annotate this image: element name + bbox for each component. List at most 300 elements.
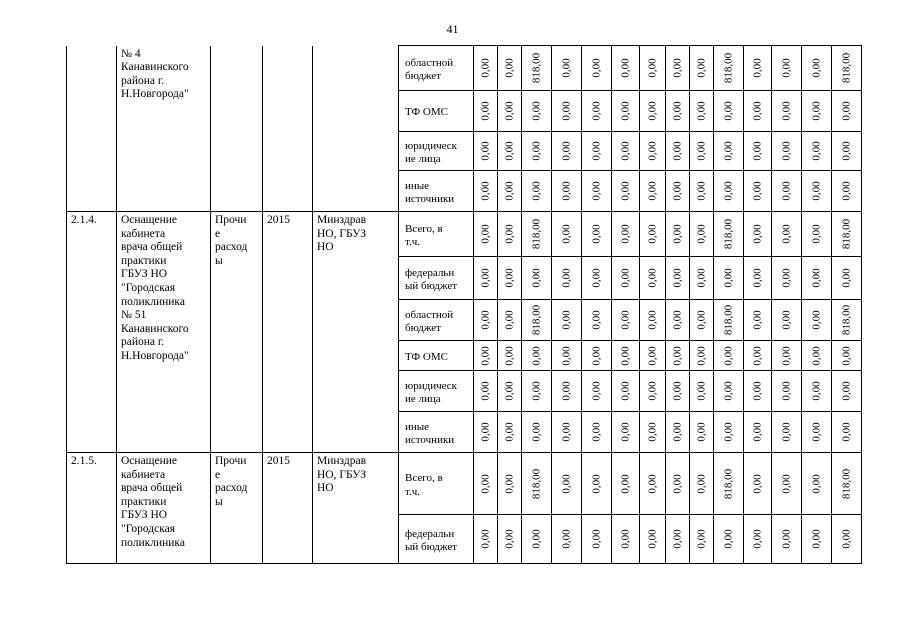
value-cell — [640, 91, 666, 132]
value-cell — [744, 412, 772, 453]
value: 0,00 — [530, 422, 542, 442]
value: 0,00 — [751, 268, 763, 288]
value: 0,00 — [722, 141, 734, 161]
value: 0,00 — [560, 224, 572, 244]
funding-source-line: ТФ ОМС — [405, 350, 448, 363]
value: 0,00 — [560, 101, 572, 121]
value-cell — [772, 212, 802, 257]
value: 0,00 — [479, 181, 491, 201]
executor-line: НО — [317, 482, 334, 495]
value: 0,00 — [722, 181, 734, 201]
value: 0,00 — [810, 141, 822, 161]
value: 0,00 — [560, 58, 572, 78]
value: 818,00 — [840, 218, 852, 250]
value-cell — [498, 453, 522, 515]
value: 0,00 — [671, 381, 683, 401]
value: 0,00 — [619, 345, 631, 366]
value: 0,00 — [619, 141, 631, 161]
value: 0,00 — [810, 473, 822, 494]
funding-source-cell — [399, 46, 474, 91]
value: 0,00 — [530, 381, 542, 401]
value-cell — [690, 171, 714, 212]
value-cell — [772, 91, 802, 132]
value: 0,00 — [590, 529, 602, 549]
value-cell — [772, 371, 802, 412]
value: 0,00 — [530, 345, 542, 366]
year: 2015 — [267, 214, 290, 226]
value: 0,00 — [503, 381, 515, 401]
value: 0,00 — [695, 473, 707, 494]
funding-source-line: федеральн — [405, 266, 455, 279]
value-cell — [666, 212, 690, 257]
value: 0,00 — [619, 529, 631, 549]
value: 0,00 — [810, 224, 822, 244]
value: 0,00 — [503, 422, 515, 442]
value: 818,00 — [840, 468, 852, 499]
value-cell — [498, 412, 522, 453]
value: 0,00 — [479, 141, 491, 161]
value: 0,00 — [840, 268, 852, 288]
funding-source-line: ие лица — [405, 393, 441, 405]
value-cell — [666, 341, 690, 371]
value: 0,00 — [751, 101, 763, 121]
value: 0,00 — [479, 529, 491, 549]
value-cell — [714, 171, 744, 212]
value-cell — [802, 212, 832, 257]
value-cell — [640, 212, 666, 257]
value: 0,00 — [671, 422, 683, 442]
value-cell — [582, 515, 612, 564]
item-name-line: поликлиника — [121, 295, 185, 308]
value-cell — [690, 515, 714, 564]
funding-source-cell — [399, 212, 474, 257]
item-number-cell — [67, 453, 117, 564]
value-cell — [582, 46, 612, 91]
value: 0,00 — [590, 310, 602, 330]
item-number: 2.1.5. — [71, 455, 97, 467]
value: 0,00 — [479, 473, 491, 494]
value: 0,00 — [560, 141, 572, 161]
value-cell — [690, 412, 714, 453]
value-cell — [552, 171, 582, 212]
funding-source-line: федеральн — [405, 527, 455, 540]
value: 0,00 — [840, 422, 852, 442]
value-cell — [802, 46, 832, 91]
expense-type-line: е — [215, 468, 221, 481]
value: 0,00 — [840, 141, 852, 161]
value-cell — [690, 212, 714, 257]
value: 0,00 — [722, 422, 734, 442]
executor-line: НО, ГБУЗ — [317, 227, 366, 240]
executor-line: НО — [317, 241, 334, 254]
value: 0,00 — [780, 345, 792, 366]
item-name-line: поликлиника — [121, 536, 185, 549]
item-name-line: района г. — [121, 74, 165, 87]
value: 0,00 — [479, 224, 491, 244]
item-name-line: ГБУЗ НО — [121, 509, 168, 522]
value-cell — [802, 132, 832, 171]
year-cell — [263, 212, 313, 453]
value: 0,00 — [671, 473, 683, 494]
value: 0,00 — [751, 381, 763, 401]
value: 0,00 — [503, 101, 515, 121]
value: 0,00 — [671, 58, 683, 78]
value: 0,00 — [590, 381, 602, 401]
value-cell — [744, 515, 772, 564]
item-name-cell — [117, 453, 211, 564]
executor-cell — [313, 453, 399, 564]
value: 0,00 — [780, 422, 792, 442]
value: 0,00 — [560, 345, 572, 366]
value-cell — [666, 46, 690, 91]
item-name-line: врача общей — [121, 482, 183, 495]
value: 0,00 — [671, 224, 683, 244]
value: 0,00 — [671, 345, 683, 366]
funding-source-line: юридическ — [405, 139, 458, 152]
item-name-line: врача общей — [121, 241, 183, 254]
value-cell — [552, 453, 582, 515]
value-cell — [690, 91, 714, 132]
value: 0,00 — [810, 268, 822, 288]
value: 0,00 — [646, 381, 658, 401]
value-cell — [832, 212, 862, 257]
value: 0,00 — [560, 268, 572, 288]
value-cell — [582, 300, 612, 341]
value-cell — [690, 371, 714, 412]
value: 0,00 — [780, 268, 792, 288]
value: 0,00 — [646, 473, 658, 494]
item-name-line: Канавинского — [121, 61, 189, 74]
value-cell — [522, 46, 552, 91]
value: 0,00 — [503, 529, 515, 549]
value: 0,00 — [530, 268, 542, 288]
value: 0,00 — [751, 141, 763, 161]
value-cell — [772, 257, 802, 300]
value: 0,00 — [810, 310, 822, 330]
value: 0,00 — [560, 422, 572, 442]
value: 0,00 — [780, 529, 792, 549]
value-cell — [522, 300, 552, 341]
item-number-cell — [67, 212, 117, 453]
expense-type-cell — [211, 453, 263, 564]
value: 0,00 — [590, 422, 602, 442]
value-cell — [522, 412, 552, 453]
value: 0,00 — [695, 141, 707, 161]
value-cell — [640, 171, 666, 212]
value-cell — [640, 132, 666, 171]
funding-source-cell — [399, 453, 474, 515]
year-cell — [263, 46, 313, 212]
value-cell — [582, 132, 612, 171]
value-cell — [612, 300, 640, 341]
value: 0,00 — [503, 473, 515, 494]
value-cell — [612, 453, 640, 515]
funding-source-cell — [399, 371, 474, 412]
value-cell — [474, 257, 498, 300]
value: 0,00 — [695, 224, 707, 244]
value-cell — [474, 171, 498, 212]
value-cell — [522, 257, 552, 300]
value: 0,00 — [479, 345, 491, 366]
value: 0,00 — [810, 529, 822, 549]
value: 818,00 — [530, 52, 542, 84]
value-cell — [832, 515, 862, 564]
value: 0,00 — [479, 101, 491, 121]
table-row — [67, 212, 862, 257]
value-cell — [772, 171, 802, 212]
value-cell — [690, 453, 714, 515]
value-cell — [522, 515, 552, 564]
value: 0,00 — [751, 529, 763, 549]
value: 0,00 — [695, 181, 707, 201]
funding-source-line: ый бюджет — [405, 280, 458, 292]
value-cell — [744, 171, 772, 212]
funding-source-cell — [399, 257, 474, 300]
value-cell — [714, 257, 744, 300]
value: 0,00 — [479, 422, 491, 442]
value: 0,00 — [751, 58, 763, 78]
expense-type-line: Прочи — [215, 214, 247, 226]
value-cell — [498, 257, 522, 300]
value: 0,00 — [646, 345, 658, 366]
value: 0,00 — [560, 181, 572, 201]
item-name-cell — [117, 212, 211, 453]
value-cell — [474, 341, 498, 371]
value: 0,00 — [503, 224, 515, 244]
funding-source-cell — [399, 171, 474, 212]
table-row — [67, 453, 862, 515]
item-name-line: № 51 — [121, 309, 147, 322]
item-name-line: Н.Новгорода" — [121, 349, 189, 362]
value-cell — [582, 212, 612, 257]
value: 0,00 — [695, 268, 707, 288]
value-cell — [474, 515, 498, 564]
value: 0,00 — [646, 268, 658, 288]
value-cell — [714, 212, 744, 257]
value-cell — [582, 341, 612, 371]
value-cell — [832, 132, 862, 171]
funding-source-line: областной — [405, 308, 454, 321]
page-number: 41 — [446, 22, 459, 36]
item-name-line: № 4 — [121, 47, 141, 60]
value-cell — [772, 300, 802, 341]
value: 0,00 — [780, 473, 792, 494]
value: 0,00 — [695, 310, 707, 330]
value-cell — [744, 300, 772, 341]
value-cell — [744, 341, 772, 371]
value: 0,00 — [479, 381, 491, 401]
value: 0,00 — [646, 310, 658, 330]
value-cell — [832, 91, 862, 132]
item-name-line: Н.Новгорода" — [121, 88, 189, 101]
funding-source-cell — [399, 515, 474, 564]
value: 818,00 — [530, 218, 542, 250]
value-cell — [498, 212, 522, 257]
value-cell — [582, 257, 612, 300]
value-cell — [498, 46, 522, 91]
value: 0,00 — [751, 422, 763, 442]
value-cell — [582, 91, 612, 132]
value: 0,00 — [722, 268, 734, 288]
value: 0,00 — [503, 310, 515, 330]
value: 0,00 — [503, 181, 515, 201]
funding-source-cell — [399, 300, 474, 341]
funding-source-line: источники — [405, 434, 455, 446]
value-cell — [772, 515, 802, 564]
value: 0,00 — [751, 310, 763, 330]
funding-source-line: областной — [405, 56, 454, 69]
value: 0,00 — [560, 529, 572, 549]
value: 818,00 — [722, 218, 734, 250]
value-cell — [802, 412, 832, 453]
value-cell — [666, 257, 690, 300]
value-cell — [744, 212, 772, 257]
value: 0,00 — [780, 141, 792, 161]
item-name-line: практики — [121, 254, 167, 267]
value-cell — [498, 171, 522, 212]
value: 818,00 — [840, 304, 852, 336]
expense-type-line: е — [215, 227, 221, 240]
funding-table — [66, 45, 862, 564]
value-cell — [666, 300, 690, 341]
value-cell — [474, 91, 498, 132]
value: 0,00 — [619, 310, 631, 330]
value-cell — [714, 91, 744, 132]
value: 818,00 — [722, 52, 734, 84]
value: 0,00 — [479, 310, 491, 330]
value: 0,00 — [751, 345, 763, 366]
item-name-line: "Городская — [121, 281, 176, 294]
value-cell — [666, 132, 690, 171]
value-cell — [640, 341, 666, 371]
value-cell — [802, 257, 832, 300]
value-cell — [832, 371, 862, 412]
year-cell — [263, 453, 313, 564]
value-cell — [498, 300, 522, 341]
value: 0,00 — [619, 58, 631, 78]
value-cell — [640, 515, 666, 564]
value-cell — [612, 212, 640, 257]
funding-source-line: ТФ ОМС — [405, 106, 448, 119]
value: 0,00 — [722, 345, 734, 366]
executor-line: Минздрав — [317, 214, 367, 226]
value-cell — [690, 257, 714, 300]
value-cell — [690, 341, 714, 371]
value: 0,00 — [619, 381, 631, 401]
value-cell — [802, 341, 832, 371]
value: 0,00 — [780, 58, 792, 78]
value-cell — [522, 341, 552, 371]
value: 818,00 — [722, 304, 734, 336]
value: 818,00 — [840, 52, 852, 84]
value: 0,00 — [722, 101, 734, 121]
value: 0,00 — [695, 422, 707, 442]
value-cell — [666, 371, 690, 412]
value-cell — [640, 371, 666, 412]
value: 0,00 — [503, 141, 515, 161]
funding-source-line: иные — [405, 420, 430, 433]
value-cell — [666, 412, 690, 453]
funding-source-line: ие лица — [405, 153, 441, 165]
value-cell — [498, 132, 522, 171]
value-cell — [612, 341, 640, 371]
funding-source-line: юридическ — [405, 379, 458, 392]
value: 0,00 — [840, 181, 852, 201]
executor-line: Минздрав — [317, 455, 367, 467]
value-cell — [802, 371, 832, 412]
funding-source-line: ый бюджет — [405, 541, 458, 553]
value: 0,00 — [671, 268, 683, 288]
item-name-line: ГБУЗ НО — [121, 268, 168, 281]
value: 0,00 — [671, 529, 683, 549]
value-cell — [552, 46, 582, 91]
value: 0,00 — [780, 224, 792, 244]
value-cell — [714, 341, 744, 371]
value: 0,00 — [619, 422, 631, 442]
expense-type-line: ы — [215, 254, 223, 267]
value: 0,00 — [810, 58, 822, 78]
value-cell — [582, 412, 612, 453]
executor-line: НО, ГБУЗ — [317, 468, 366, 481]
value-cell — [498, 341, 522, 371]
expense-type-cell — [211, 46, 263, 212]
funding-source-line: иные — [405, 179, 430, 192]
value-cell — [552, 91, 582, 132]
value-cell — [666, 91, 690, 132]
value-cell — [666, 515, 690, 564]
value-cell — [474, 412, 498, 453]
item-name-line: района г. — [121, 336, 165, 349]
value: 0,00 — [619, 181, 631, 201]
value-cell — [552, 515, 582, 564]
value-cell — [552, 132, 582, 171]
value-cell — [522, 371, 552, 412]
item-name-line: "Городская — [121, 522, 176, 535]
value-cell — [552, 300, 582, 341]
value: 0,00 — [530, 529, 542, 549]
value: 0,00 — [646, 58, 658, 78]
value: 0,00 — [590, 101, 602, 121]
value: 0,00 — [530, 101, 542, 121]
value: 0,00 — [503, 268, 515, 288]
value-cell — [498, 371, 522, 412]
value: 0,00 — [722, 529, 734, 549]
value-cell — [714, 412, 744, 453]
value-cell — [832, 46, 862, 91]
executor-cell — [313, 46, 399, 212]
value: 0,00 — [671, 141, 683, 161]
value-cell — [474, 212, 498, 257]
value-cell — [474, 300, 498, 341]
value-cell — [474, 453, 498, 515]
value-cell — [772, 132, 802, 171]
item-name-line: Оснащение — [121, 455, 178, 467]
value: 0,00 — [619, 473, 631, 494]
value: 0,00 — [503, 345, 515, 366]
funding-source-line: Всего, в — [405, 472, 443, 484]
value-cell — [744, 371, 772, 412]
value: 0,00 — [646, 181, 658, 201]
value-cell — [612, 257, 640, 300]
value: 0,00 — [751, 181, 763, 201]
value-cell — [744, 91, 772, 132]
expense-type-line: Прочи — [215, 455, 247, 467]
value-cell — [640, 412, 666, 453]
value: 818,00 — [530, 304, 542, 336]
value-cell — [582, 371, 612, 412]
value: 0,00 — [530, 181, 542, 201]
value-cell — [802, 91, 832, 132]
